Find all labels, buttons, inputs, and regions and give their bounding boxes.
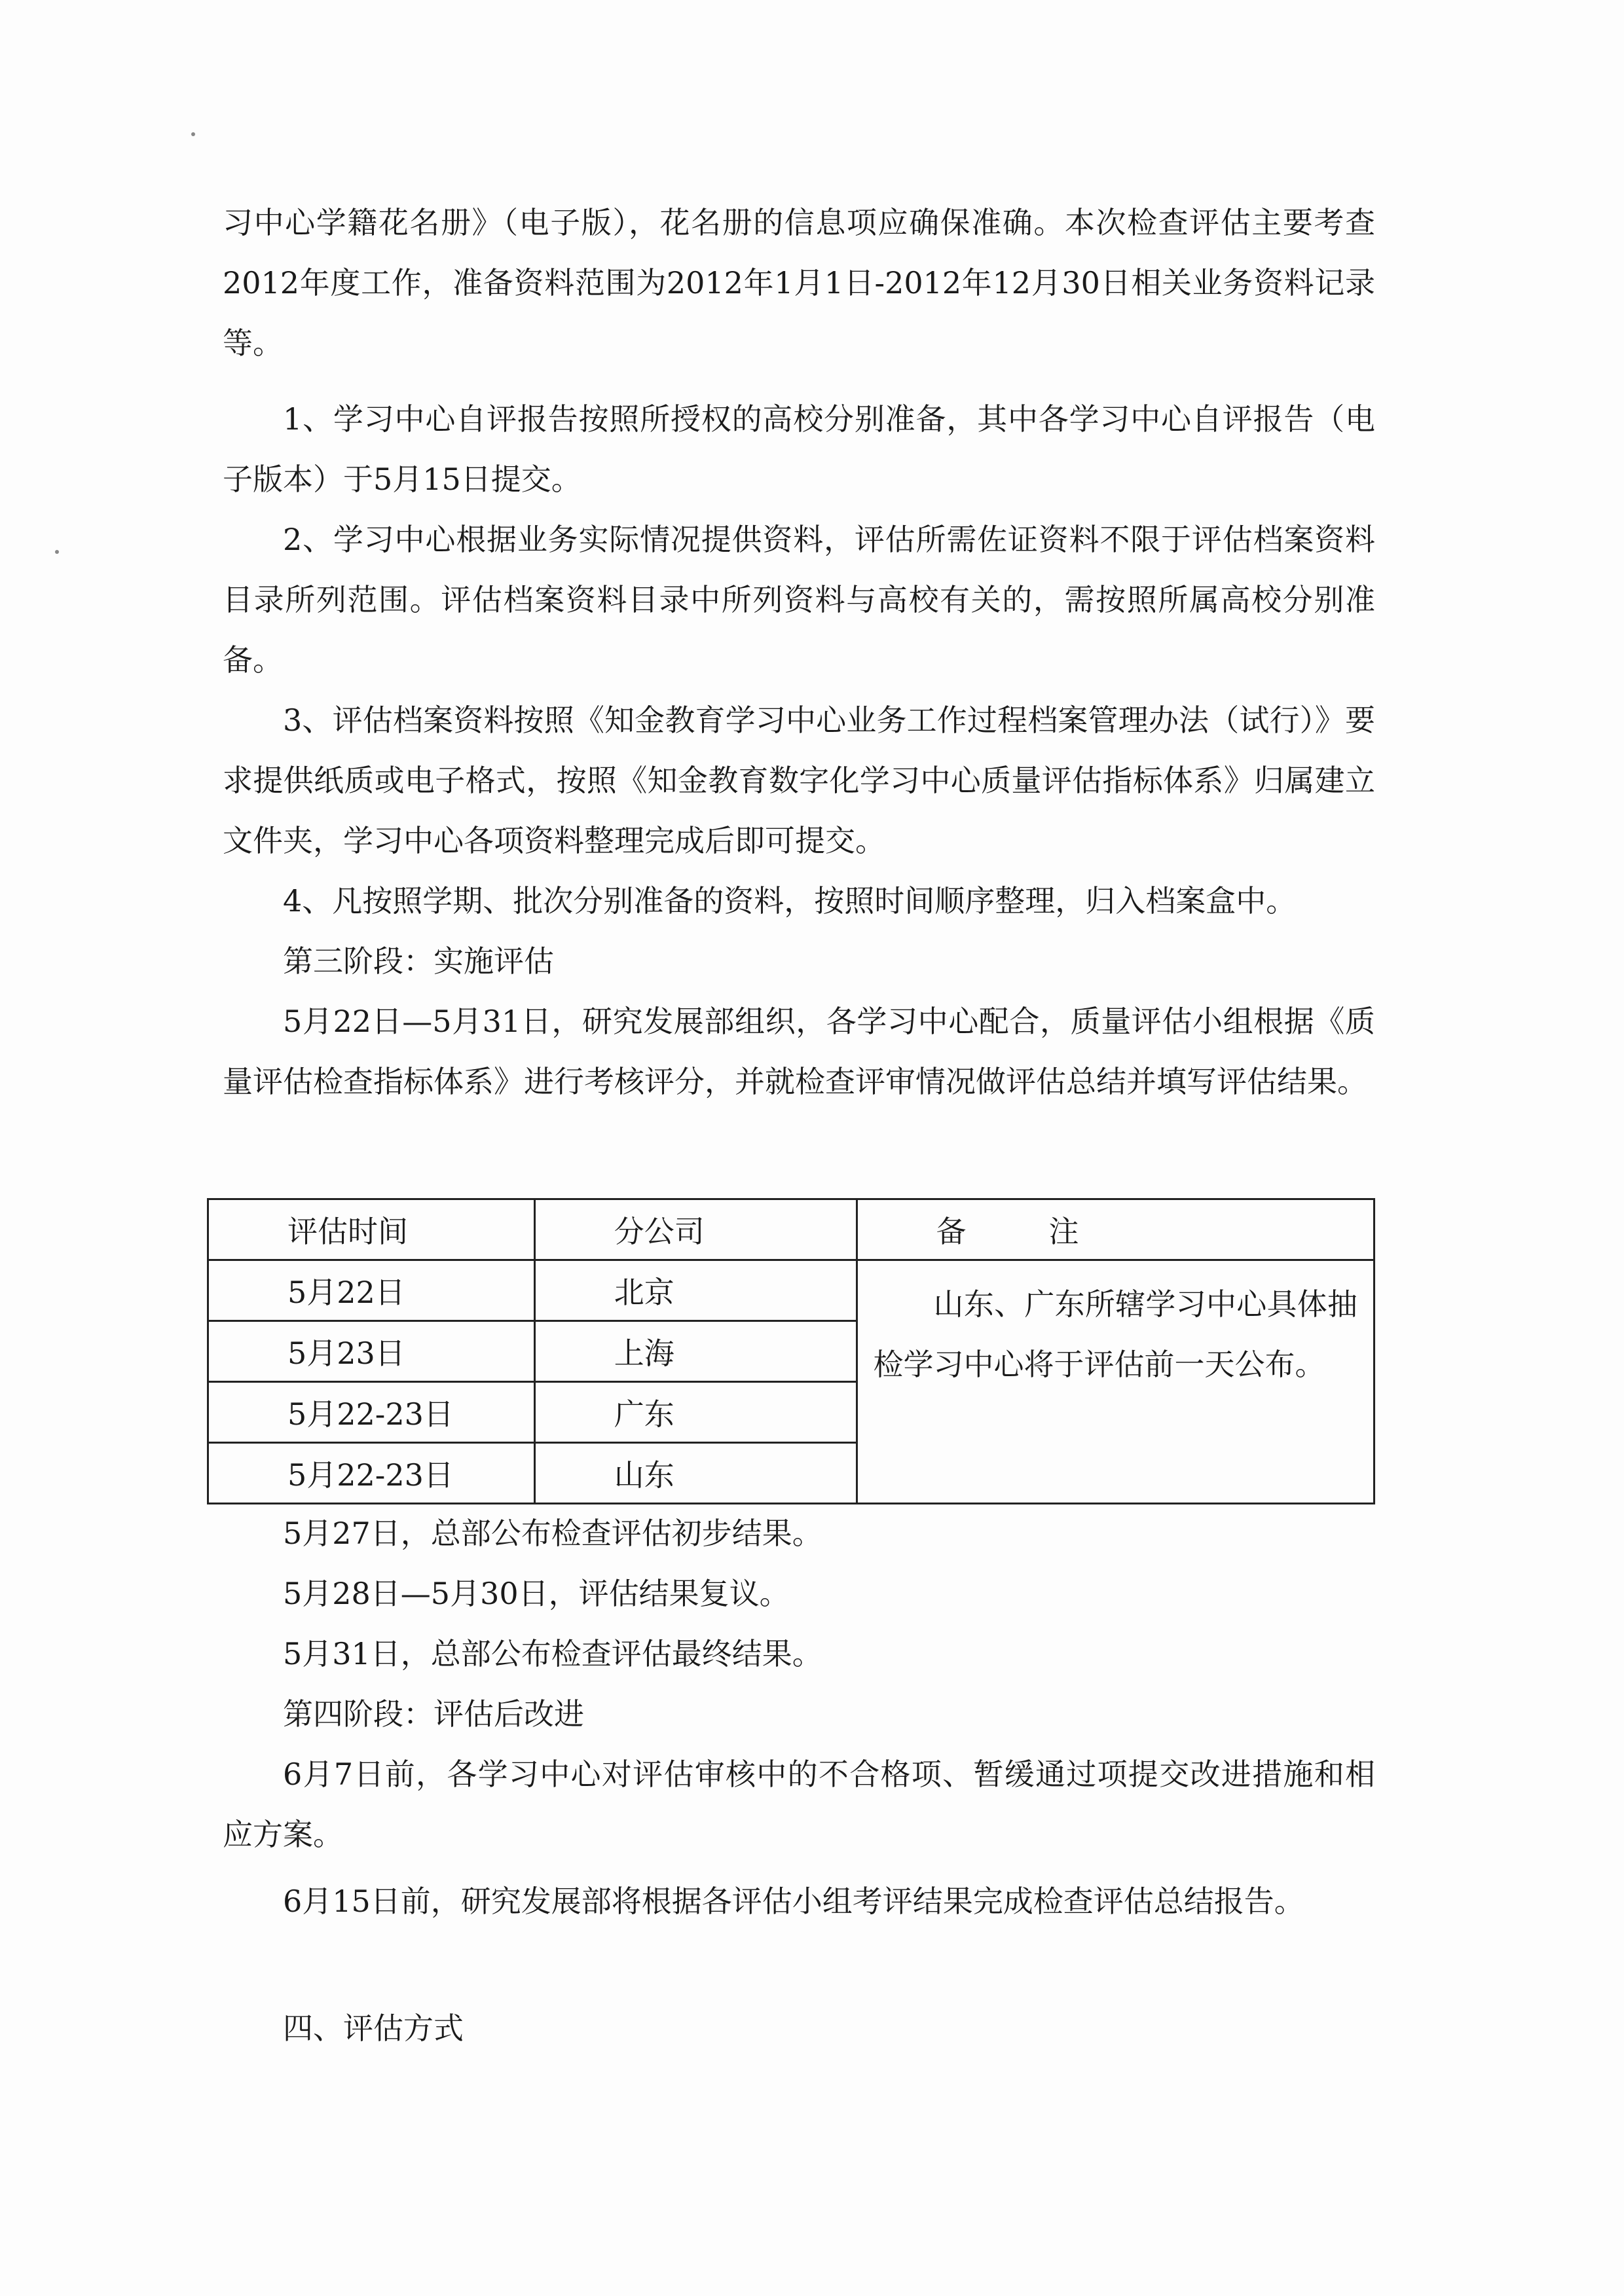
cell-time: 5月22-23日 xyxy=(208,1382,535,1443)
header-remarks: 备 注 xyxy=(857,1199,1374,1260)
section-four-heading: 四、评估方式 xyxy=(283,2011,464,2046)
paragraph-review: 5月28日—5月30日，评估结果复议。 xyxy=(283,1576,790,1611)
scan-speck xyxy=(55,550,59,554)
cell-remarks: 山东、广东所辖学习中心具体抽检学习中心将于评估前一天公布。 xyxy=(857,1260,1374,1504)
table-row xyxy=(208,1260,1375,1321)
cell-branch: 上海 xyxy=(534,1321,857,1382)
header-evaluation-time: 评估时间 xyxy=(208,1199,535,1260)
cell-time: 5月22-23日 xyxy=(208,1443,535,1504)
table-header-row xyxy=(208,1199,1375,1260)
stage-three-heading: 第三阶段：实施评估 xyxy=(283,943,554,979)
evaluation-schedule-table xyxy=(207,1198,1375,1504)
header-branch: 分公司 xyxy=(534,1199,857,1260)
paragraph-archive-format: 3、评估档案资料按照《知金教育学习中心业务工作过程档案管理办法（试行）》要求提供纸质或电子格式，按照《知金教育数字化学习中心质量评估指标体系》归属建立文件夹，学习中心各项资料整理完成后即可提交。 xyxy=(223,702,1375,858)
paragraph-materials: 2、学习中心根据业务实际情况提供资料，评估所需佐证资料不限于评估档案资料目录所列范围。评估档案资料目录中所列资料与高校有关的，需按照所属高校分别准备。 xyxy=(223,522,1375,678)
paragraph-summary-report: 6月15日前，研究发展部将根据各评估小组考评结果完成检查评估总结报告。 xyxy=(283,1884,1304,1919)
cell-branch: 北京 xyxy=(534,1260,857,1321)
cell-branch: 广东 xyxy=(534,1382,857,1443)
scan-speck xyxy=(191,132,195,136)
cell-time: 5月23日 xyxy=(208,1321,535,1382)
stage-four-heading: 第四阶段：评估后改进 xyxy=(283,1696,584,1732)
paragraph-implementation: 5月22日—5月31日，研究发展部组织，各学习中心配合，质量评估小组根据《质量评估检查指标体系》进行考核评分，并就检查评审情况做评估总结并填写评估结果。 xyxy=(223,1004,1375,1099)
cell-time: 5月22日 xyxy=(208,1260,535,1321)
paragraph-improvement: 6月7日前，各学习中心对评估审核中的不合格项、暂缓通过项提交改进措施和相应方案。 xyxy=(223,1757,1375,1852)
paragraph-ordering: 4、凡按照学期、批次分别准备的资料，按照时间顺序整理，归入档案盒中。 xyxy=(283,883,1297,919)
paragraph-self-report: 1、学习中心自评报告按照所授权的高校分别准备，其中各学习中心自评报告（电子版本）于5月15日提交。 xyxy=(223,401,1375,497)
paragraph-initial-results: 5月27日，总部公布检查评估初步结果。 xyxy=(283,1516,822,1551)
cell-branch: 山东 xyxy=(534,1443,857,1504)
paragraph-roster-intro: 习中心学籍花名册》（电子版），花名册的信息项应确保准确。本次检查评估主要考查2012年度工作，准备资料范围为2012年1月1日-2012年12月30日相关业务资料记录等。 xyxy=(223,205,1375,361)
paragraph-final-results: 5月31日，总部公布检查评估最终结果。 xyxy=(283,1636,822,1671)
